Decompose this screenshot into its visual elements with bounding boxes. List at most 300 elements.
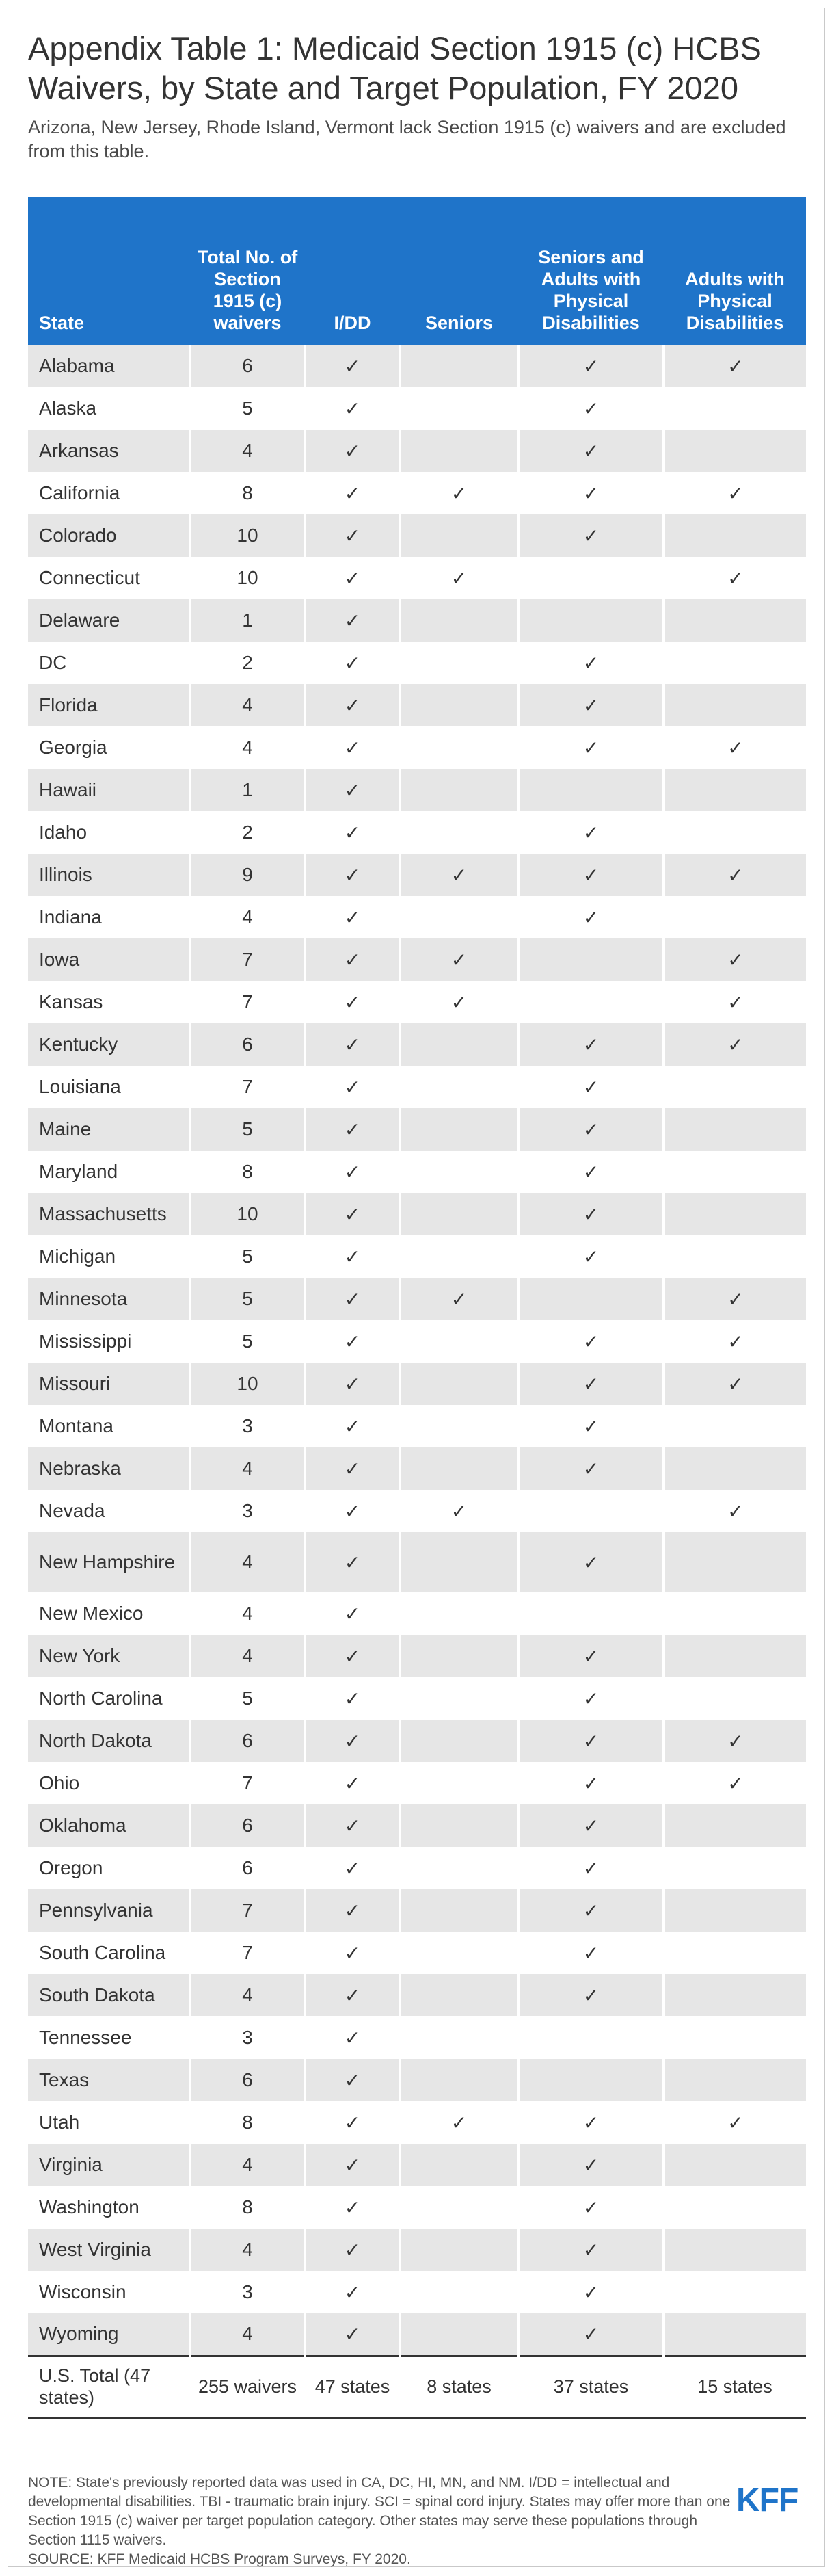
table-row — [28, 1151, 806, 1193]
idd-cell — [305, 1635, 400, 1677]
seniors-adults-pd-cell — [518, 1932, 664, 1974]
adults-pd-cell — [664, 1066, 806, 1108]
checkmark-icon: ✓ — [344, 2111, 361, 2134]
total-cell: 8 — [190, 472, 305, 514]
adults-pd-cell — [664, 2186, 806, 2229]
seniors-adults-pd-cell — [518, 1889, 664, 1932]
seniors-adults-pd-cell — [518, 1804, 664, 1847]
state-cell: Connecticut — [28, 557, 190, 599]
checkmark-icon: ✓ — [582, 1644, 600, 1668]
state-cell: Minnesota — [28, 1278, 190, 1320]
seniors-adults-pd-cell — [518, 1532, 664, 1592]
checkmark-icon: ✓ — [344, 1772, 361, 1795]
checkmark-icon: ✓ — [344, 948, 361, 971]
adults-pd-cell — [664, 1974, 806, 2016]
checkmark-icon: ✓ — [344, 2281, 361, 2304]
checkmark-icon: ✓ — [344, 1899, 361, 1922]
table-header — [28, 197, 806, 345]
idd-cell — [305, 854, 400, 896]
state-cell: Washington — [28, 2186, 190, 2229]
checkmark-icon: ✓ — [450, 990, 468, 1014]
checkmark-icon: ✓ — [344, 1372, 361, 1395]
table-row — [28, 1932, 806, 1974]
checkmark-icon: ✓ — [582, 482, 600, 505]
idd-cell — [305, 430, 400, 472]
total-cell: 1 — [190, 599, 305, 642]
checkmark-icon: ✓ — [727, 482, 744, 505]
seniors-cell — [400, 2229, 518, 2271]
table-row — [28, 2313, 806, 2356]
table-row — [28, 854, 806, 896]
checkmark-icon: ✓ — [727, 2111, 744, 2134]
table-row — [28, 1635, 806, 1677]
table-row — [28, 811, 806, 854]
page-subtitle: Arizona, New Jersey, Rhode Island, Vermont lack Section 1915 (c) waivers and are excluded from this table. — [28, 117, 786, 161]
idd-cell — [305, 472, 400, 514]
checkmark-icon: ✓ — [344, 1118, 361, 1141]
seniors-cell — [400, 854, 518, 896]
checkmark-icon: ✓ — [727, 1033, 744, 1056]
total-cell: 2 — [190, 811, 305, 854]
state-cell: Louisiana — [28, 1066, 190, 1108]
seniors-cell — [400, 1108, 518, 1151]
checkmark-icon: ✓ — [582, 863, 600, 886]
adults-pd-cell — [664, 1889, 806, 1932]
seniors-cell — [400, 514, 518, 557]
idd-cell — [305, 981, 400, 1023]
table-row — [28, 2144, 806, 2186]
total-cell: 4 — [190, 1532, 305, 1592]
table-row — [28, 1974, 806, 2016]
checkmark-icon: ✓ — [344, 863, 361, 886]
checkmark-icon: ✓ — [344, 2068, 361, 2092]
state-cell: Arkansas — [28, 430, 190, 472]
adults-pd-cell — [664, 2059, 806, 2101]
seniors-cell — [400, 1677, 518, 1720]
seniors-adults-pd-cell — [518, 1490, 664, 1532]
table-row — [28, 1847, 806, 1889]
table-row — [28, 1677, 806, 1720]
checkmark-icon: ✓ — [582, 2322, 600, 2345]
state-cell: Tennessee — [28, 2016, 190, 2059]
seniors-adults-pd-cell — [518, 345, 664, 387]
seniors-adults-pd-cell — [518, 2144, 664, 2186]
total-cell: 4 — [190, 2313, 305, 2356]
checkmark-icon: ✓ — [344, 1415, 361, 1438]
idd-cell — [305, 1320, 400, 1363]
seniors-adults-pd-cell — [518, 2271, 664, 2313]
adults-pd-cell — [664, 1847, 806, 1889]
checkmark-icon: ✓ — [344, 1160, 361, 1183]
table-row — [28, 1592, 806, 1635]
idd-cell — [305, 1193, 400, 1235]
seniors-adults-pd-cell — [518, 1762, 664, 1804]
seniors-cell — [400, 1592, 518, 1635]
total-cell: 5 — [190, 387, 305, 430]
adults-pd-cell — [664, 684, 806, 726]
state-cell: Kansas — [28, 981, 190, 1023]
checkmark-icon: ✓ — [344, 1457, 361, 1480]
total-cell: 6 — [190, 1023, 305, 1066]
idd-cell — [305, 557, 400, 599]
checkmark-icon: ✓ — [582, 1457, 600, 1480]
idd-cell — [305, 2016, 400, 2059]
idd-cell — [305, 1490, 400, 1532]
state-cell: Oklahoma — [28, 1804, 190, 1847]
total-cell: 5 — [190, 1235, 305, 1278]
column-header-total: Total No. of Section 1915 (c) waivers — [190, 197, 305, 345]
table-row — [28, 1193, 806, 1235]
adults-pd-cell — [664, 1804, 806, 1847]
seniors-cell — [400, 1363, 518, 1405]
table-row — [28, 2186, 806, 2229]
seniors-cell — [400, 1235, 518, 1278]
totals-seniors-adults-pd-cell: 37 states — [518, 2356, 664, 2417]
checkmark-icon: ✓ — [727, 948, 744, 971]
checkmark-icon: ✓ — [582, 821, 600, 844]
idd-cell — [305, 1108, 400, 1151]
seniors-cell — [400, 811, 518, 854]
totals-state-cell: U.S. Total (47 states) — [28, 2356, 190, 2417]
total-cell: 6 — [190, 1804, 305, 1847]
seniors-adults-pd-cell — [518, 1405, 664, 1447]
state-cell: Pennsylvania — [28, 1889, 190, 1932]
adults-pd-cell — [664, 981, 806, 1023]
table-row — [28, 2059, 806, 2101]
idd-cell — [305, 1974, 400, 2016]
checkmark-icon: ✓ — [582, 1551, 600, 1574]
adults-pd-cell — [664, 938, 806, 981]
seniors-adults-pd-cell — [518, 1635, 664, 1677]
checkmark-icon: ✓ — [344, 1984, 361, 2007]
seniors-adults-pd-cell — [518, 1235, 664, 1278]
total-cell: 7 — [190, 981, 305, 1023]
column-header-seniors: Seniors — [400, 197, 518, 345]
total-cell: 4 — [190, 1974, 305, 2016]
state-cell: Montana — [28, 1405, 190, 1447]
checkmark-icon: ✓ — [582, 354, 600, 378]
state-cell: Illinois — [28, 854, 190, 896]
total-cell: 7 — [190, 1932, 305, 1974]
seniors-adults-pd-cell — [518, 1677, 664, 1720]
seniors-cell — [400, 642, 518, 684]
total-cell: 6 — [190, 2059, 305, 2101]
idd-cell — [305, 2144, 400, 2186]
seniors-cell — [400, 430, 518, 472]
seniors-cell — [400, 938, 518, 981]
seniors-cell — [400, 1889, 518, 1932]
total-cell: 4 — [190, 2144, 305, 2186]
checkmark-icon: ✓ — [344, 1075, 361, 1099]
state-cell: Florida — [28, 684, 190, 726]
adults-pd-cell — [664, 2144, 806, 2186]
total-cell: 3 — [190, 1490, 305, 1532]
adults-pd-cell — [664, 472, 806, 514]
table-row — [28, 1108, 806, 1151]
table-row — [28, 1363, 806, 1405]
seniors-cell — [400, 2101, 518, 2144]
state-cell: South Dakota — [28, 1974, 190, 2016]
adults-pd-cell — [664, 1023, 806, 1066]
checkmark-icon: ✓ — [582, 1772, 600, 1795]
total-cell: 7 — [190, 1762, 305, 1804]
idd-cell — [305, 811, 400, 854]
checkmark-icon: ✓ — [582, 1729, 600, 1752]
state-cell: Nevada — [28, 1490, 190, 1532]
state-cell: Georgia — [28, 726, 190, 769]
adults-pd-cell — [664, 1635, 806, 1677]
adults-pd-cell — [664, 2271, 806, 2313]
total-cell: 1 — [190, 769, 305, 811]
checkmark-icon: ✓ — [450, 482, 468, 505]
checkmark-icon: ✓ — [582, 2281, 600, 2304]
adults-pd-cell — [664, 1278, 806, 1320]
idd-cell — [305, 2271, 400, 2313]
state-cell: Indiana — [28, 896, 190, 938]
adults-pd-cell — [664, 1193, 806, 1235]
checkmark-icon: ✓ — [582, 1245, 600, 1268]
table-row — [28, 1889, 806, 1932]
seniors-cell — [400, 557, 518, 599]
adults-pd-cell — [664, 1932, 806, 1974]
table-row — [28, 514, 806, 557]
table-row — [28, 599, 806, 642]
idd-cell — [305, 1720, 400, 1762]
idd-cell — [305, 896, 400, 938]
seniors-cell — [400, 2059, 518, 2101]
idd-cell — [305, 1762, 400, 1804]
seniors-cell — [400, 1720, 518, 1762]
total-cell: 7 — [190, 1889, 305, 1932]
seniors-cell — [400, 1066, 518, 1108]
table-row — [28, 981, 806, 1023]
adults-pd-cell — [664, 726, 806, 769]
checkmark-icon: ✓ — [450, 1499, 468, 1523]
seniors-adults-pd-cell — [518, 2313, 664, 2356]
checkmark-icon: ✓ — [582, 439, 600, 462]
adults-pd-cell — [664, 1532, 806, 1592]
checkmark-icon: ✓ — [582, 1075, 600, 1099]
total-cell: 4 — [190, 896, 305, 938]
adults-pd-cell — [664, 1363, 806, 1405]
checkmark-icon: ✓ — [582, 1856, 600, 1880]
adults-pd-cell — [664, 1151, 806, 1193]
seniors-cell — [400, 2271, 518, 2313]
checkmark-icon: ✓ — [582, 2196, 600, 2219]
adults-pd-cell — [664, 2016, 806, 2059]
seniors-adults-pd-cell — [518, 472, 664, 514]
idd-cell — [305, 1592, 400, 1635]
checkmark-icon: ✓ — [582, 2111, 600, 2134]
checkmark-icon: ✓ — [582, 1984, 600, 2007]
seniors-cell — [400, 387, 518, 430]
checkmark-icon: ✓ — [727, 354, 744, 378]
checkmark-icon: ✓ — [582, 1372, 600, 1395]
seniors-adults-pd-cell — [518, 811, 664, 854]
seniors-cell — [400, 769, 518, 811]
total-cell: 10 — [190, 514, 305, 557]
total-cell: 4 — [190, 1592, 305, 1635]
table-row — [28, 1023, 806, 1066]
seniors-adults-pd-cell — [518, 1193, 664, 1235]
idd-cell — [305, 1066, 400, 1108]
seniors-adults-pd-cell — [518, 1278, 664, 1320]
table-row — [28, 938, 806, 981]
checkmark-icon: ✓ — [582, 1160, 600, 1183]
idd-cell — [305, 2101, 400, 2144]
checkmark-icon: ✓ — [582, 736, 600, 759]
seniors-cell — [400, 1532, 518, 1592]
checkmark-icon: ✓ — [450, 863, 468, 886]
totals-total-cell: 255 waivers — [190, 2356, 305, 2417]
seniors-cell — [400, 1762, 518, 1804]
seniors-cell — [400, 2186, 518, 2229]
table-row — [28, 1720, 806, 1762]
table-row — [28, 1066, 806, 1108]
adults-pd-cell — [664, 769, 806, 811]
column-header-idd: I/DD — [305, 197, 400, 345]
table-row — [28, 2229, 806, 2271]
checkmark-icon: ✓ — [727, 566, 744, 590]
seniors-cell — [400, 981, 518, 1023]
adults-pd-cell — [664, 854, 806, 896]
state-cell: Massachusetts — [28, 1193, 190, 1235]
adults-pd-cell — [664, 642, 806, 684]
idd-cell — [305, 345, 400, 387]
checkmark-icon: ✓ — [344, 1287, 361, 1311]
total-cell: 2 — [190, 642, 305, 684]
table-row — [28, 684, 806, 726]
kff-logo: KFF — [736, 2482, 798, 2519]
total-cell: 8 — [190, 2101, 305, 2144]
adults-pd-cell — [664, 387, 806, 430]
idd-cell — [305, 1932, 400, 1974]
state-cell: Maryland — [28, 1151, 190, 1193]
adults-pd-cell — [664, 557, 806, 599]
checkmark-icon: ✓ — [582, 1415, 600, 1438]
total-cell: 7 — [190, 1066, 305, 1108]
state-cell: Hawaii — [28, 769, 190, 811]
seniors-adults-pd-cell — [518, 726, 664, 769]
table-row — [28, 1804, 806, 1847]
state-cell: New Hampshire — [28, 1532, 190, 1592]
total-cell: 8 — [190, 2186, 305, 2229]
state-cell: Texas — [28, 2059, 190, 2101]
checkmark-icon: ✓ — [450, 1287, 468, 1311]
checkmark-icon: ✓ — [582, 1033, 600, 1056]
adults-pd-cell — [664, 2313, 806, 2356]
adults-pd-cell — [664, 430, 806, 472]
checkmark-icon: ✓ — [727, 1287, 744, 1311]
seniors-adults-pd-cell — [518, 2059, 664, 2101]
checkmark-icon: ✓ — [344, 1602, 361, 1625]
idd-cell — [305, 1889, 400, 1932]
seniors-cell — [400, 1278, 518, 1320]
checkmark-icon: ✓ — [582, 2238, 600, 2261]
idd-cell — [305, 684, 400, 726]
idd-cell — [305, 1151, 400, 1193]
state-cell: California — [28, 472, 190, 514]
checkmark-icon: ✓ — [582, 906, 600, 929]
column-header-state: State — [28, 197, 190, 345]
seniors-cell — [400, 1151, 518, 1193]
state-cell: Wyoming — [28, 2313, 190, 2356]
checkmark-icon: ✓ — [344, 694, 361, 717]
totals-idd-cell: 47 states — [305, 2356, 400, 2417]
seniors-adults-pd-cell — [518, 430, 664, 472]
seniors-cell — [400, 1974, 518, 2016]
seniors-cell — [400, 472, 518, 514]
idd-cell — [305, 1278, 400, 1320]
state-cell: Virginia — [28, 2144, 190, 2186]
state-cell: Delaware — [28, 599, 190, 642]
checkmark-icon: ✓ — [344, 1814, 361, 1837]
table-row — [28, 345, 806, 387]
total-cell: 6 — [190, 345, 305, 387]
table-row — [28, 1490, 806, 1532]
adults-pd-cell — [664, 1592, 806, 1635]
checkmark-icon: ✓ — [582, 2153, 600, 2177]
seniors-cell — [400, 1635, 518, 1677]
column-header-seniors-adults-pd: Seniors and Adults with Physical Disabilities — [518, 197, 664, 345]
seniors-cell — [400, 2313, 518, 2356]
idd-cell — [305, 514, 400, 557]
idd-cell — [305, 769, 400, 811]
checkmark-icon: ✓ — [344, 2026, 361, 2049]
seniors-cell — [400, 726, 518, 769]
total-cell: 4 — [190, 726, 305, 769]
seniors-adults-pd-cell — [518, 1320, 664, 1363]
seniors-adults-pd-cell — [518, 938, 664, 981]
total-cell: 4 — [190, 2229, 305, 2271]
checkmark-icon: ✓ — [344, 906, 361, 929]
table-body — [28, 345, 806, 2356]
seniors-cell — [400, 896, 518, 938]
checkmark-icon: ✓ — [727, 1499, 744, 1523]
adults-pd-cell — [664, 2229, 806, 2271]
checkmark-icon: ✓ — [582, 1687, 600, 1710]
seniors-cell — [400, 1193, 518, 1235]
state-cell: Iowa — [28, 938, 190, 981]
seniors-adults-pd-cell — [518, 557, 664, 599]
idd-cell — [305, 387, 400, 430]
total-cell: 5 — [190, 1320, 305, 1363]
adults-pd-cell — [664, 599, 806, 642]
table-row — [28, 1320, 806, 1363]
seniors-adults-pd-cell — [518, 1447, 664, 1490]
checkmark-icon: ✓ — [344, 1687, 361, 1710]
table-row — [28, 1447, 806, 1490]
checkmark-icon: ✓ — [344, 651, 361, 674]
seniors-adults-pd-cell — [518, 854, 664, 896]
idd-cell — [305, 1405, 400, 1447]
totals-adults-pd-cell: 15 states — [664, 2356, 806, 2417]
state-cell: Ohio — [28, 1762, 190, 1804]
table-footer — [28, 2356, 806, 2417]
state-cell: Michigan — [28, 1235, 190, 1278]
note-text: NOTE: State's previously reported data was used in CA, DC, HI, MN, and NM. I/DD = intellectual and developmental disabilities. TBI - traumatic brain injury. SCI = spinal cord injury. States may offer more than one Section 1915 (c) waiver per target population category. Other states may serve these populations through Section 1115 waivers. — [28, 2475, 731, 2548]
seniors-adults-pd-cell — [518, 1847, 664, 1889]
table-row — [28, 472, 806, 514]
checkmark-icon: ✓ — [344, 566, 361, 590]
idd-cell — [305, 1847, 400, 1889]
table-row — [28, 1278, 806, 1320]
table-row — [28, 1235, 806, 1278]
table-row — [28, 387, 806, 430]
seniors-adults-pd-cell — [518, 2186, 664, 2229]
seniors-cell — [400, 1490, 518, 1532]
idd-cell — [305, 1804, 400, 1847]
